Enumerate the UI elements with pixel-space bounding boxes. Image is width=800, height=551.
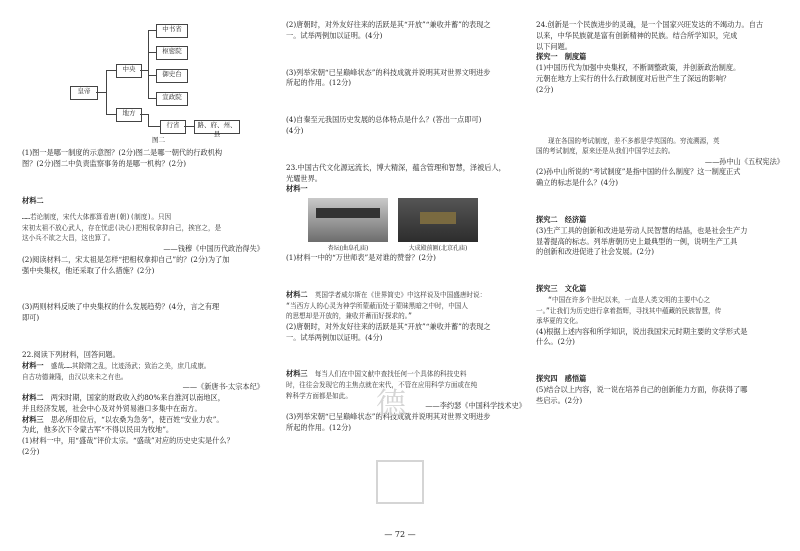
diagram-connector [106, 114, 116, 115]
question-text: (2分) [536, 84, 554, 94]
diagram-subunits: 路、府、州、县 [194, 120, 240, 134]
question-title: 以下问题。 [536, 41, 572, 51]
admin-structure-diagram [22, 20, 262, 148]
material-text: 并且经济发展，社会中心及对外贸易港口多集中在南方。 [22, 403, 202, 413]
question-text: (1)图一是哪一制度的示意图？(2分)图二是哪一朝代的行政机构 [22, 148, 223, 157]
material-label: 材料二 [22, 195, 44, 205]
material-text: 每当人们在中国文献中查找任何一个具体的科技史料 [314, 370, 467, 379]
material-text: 承华夏的文化。 [536, 317, 583, 326]
citation: ——李约瑟《中国科学技术史》 [425, 401, 526, 411]
diagram-emperor: 皇帝 [70, 86, 98, 100]
diagram-connector [148, 52, 156, 53]
question-text: 图？(2分)图二中负责监察事务的是哪一机构？(2分) [22, 158, 187, 168]
diagram-caption: 图二 [152, 136, 165, 144]
citation: ——孙中山《五权宪法》 [704, 156, 784, 166]
question-text: 即可) [22, 313, 40, 323]
diagram-connector [106, 70, 116, 71]
diagram-local: 地方 [116, 108, 142, 122]
question-text: 确立的标志是什么？(4分) [536, 178, 619, 188]
diagram-ministry: 中书省 [156, 24, 188, 38]
material-text: 宋初太祖不放心武人，存在忧虑(决心)把相权拿抑自己，挨宫之，是 [22, 223, 222, 232]
question-title: 24.创新是一个民族进步的灵魂，是一个国家兴旺发达的不竭动力。自古 [536, 20, 764, 29]
question-text: 一。试举两例加以证明。(4分) [286, 30, 383, 40]
column-middle [286, 20, 526, 434]
question-text: 元朝在地方上实行的什么行政制度对后世产生了深远的影响？ [536, 73, 731, 83]
diagram-connector [148, 126, 160, 127]
question-text: (3)列举宋朝“已呈巅峰状态”的科技成就并说明其对世界文明进步 [286, 67, 491, 77]
question-text: 强中央集权，他还采取了什么措施？(2分) [22, 265, 155, 275]
question-text: 所起的作用。(12分) [286, 78, 352, 88]
question-text: (4)自秦至元我国历史发展的总体特点是什么？(答出一点即可) [286, 115, 482, 125]
diagram-connector [148, 30, 156, 31]
question-text: 所起的作用。(12分) [286, 422, 352, 432]
section-heading: 探究三 文化篇 [536, 284, 587, 294]
page-number: — 72 — [384, 530, 416, 539]
plaque-photo [398, 198, 478, 242]
material-text: 自古功德兼隆，由汉以来未之有也。 [22, 372, 128, 381]
question-text: (1)材料一中，用“盛哉”评价太宗。“盛哉”对应的历史史实是什么？ [22, 436, 234, 446]
material-text: 思必所即位后，“以农桑为急务”，使百姓“安业力农”。 [50, 414, 224, 424]
diagram-connector [140, 114, 148, 115]
diagram-central: 中央 [116, 64, 142, 78]
diagram-ministry: 宣政院 [156, 92, 188, 106]
section-heading: 探究一 制度篇 [536, 52, 587, 62]
material-text: 一。”让我们为历史进行拿着指辉，寻找其中蕴藏的民族智慧，传 [536, 306, 722, 315]
material-text: 的思想却是开放的，兼收并蓄而好探求的。” [286, 312, 412, 321]
material-text: “中国在许多个世纪以来，一直是人类文明的主要中心之 [548, 296, 711, 305]
material-text: 粹科学方面都是如此。 [286, 391, 352, 400]
question-text: 的创新和改进促进了社会发展。(2分) [536, 247, 654, 257]
material-text: “当西方人的心灵为神学所蒙蔽而处于蒙昧黑暗之中时，中国人 [286, 301, 468, 310]
photo-caption: 杏坛(曲阜孔庙) [327, 245, 369, 253]
question-text: (4分) [286, 125, 304, 135]
material-text: 国的考试制度，原来还是从我们中国学过去的。 [536, 147, 675, 156]
question-text: (3)列举宋朝“已呈巅峰状态”的科技成就并说明其对世界文明进步 [286, 412, 491, 422]
material-label: 材料三 [22, 414, 44, 424]
citation: ——钱穆《中国历代政治得失》 [163, 244, 264, 254]
diagram-connector [148, 75, 156, 76]
diagram-connector [140, 70, 148, 71]
diagram-connector [106, 70, 107, 114]
question-title: 22.阅读下列材料，回答问题。 [22, 350, 120, 360]
question-title: 23.中国古代文化源远流长，博大精深，蕴含管理和智慧，泽被后人， [286, 162, 506, 172]
column-left [22, 20, 264, 458]
material-text: 为此，他多次下令蒙古军“不得以民田为牧地”。 [22, 425, 174, 435]
watermark-stamp [376, 460, 424, 504]
material-text: 现在各国的考试制度，差不多都是学英国的。穷流溯源，英 [548, 136, 720, 145]
photo-caption: 大成殿前匾(北京孔庙) [408, 245, 468, 253]
temple-photo [308, 198, 388, 242]
column-right [536, 20, 784, 407]
diagram-connector [148, 30, 149, 98]
material-text: 时，往往会发现它的主焦点就在宋代，不管在应用科学方面或在纯 [286, 381, 478, 390]
diagram-connector [148, 114, 149, 126]
material-label: 材料二 [22, 392, 44, 402]
diagram-ministry: 枢密院 [156, 46, 188, 60]
material-text: 英国学者威尔斯在《世界简史》中这样说及中国盛唐时说： [314, 290, 487, 299]
section-heading: 探究四 感悟篇 [536, 374, 587, 384]
question-text: (2)唐朝时，对外友好往来的活跃是其“开放”“兼收并蓄”的表现之 [286, 20, 491, 29]
diagram-connector [148, 98, 156, 99]
citation: ——《新唐书·太宗本纪》 [182, 382, 264, 392]
diagram-ministry: 御史台 [156, 69, 188, 83]
question-text: 些启示。(2分) [536, 395, 583, 405]
question-text: (1)材料一中的“万世师表”是对谁的赞誉？(2分) [286, 253, 436, 263]
material-text: 这小兵不欲之大昌，这也算了。 [22, 234, 115, 243]
material-text: 两宋时期，国家的财政收入约80%来自淮河以南地区， [50, 392, 225, 402]
question-text: (3)两则材料反映了中央集权的什么发展趋势？(4分，言之有理 [22, 302, 220, 312]
question-title: 以来，中华民族就是富有创新精神的民族。结合所学知识，完成 [536, 30, 738, 40]
question-text: (2分) [22, 446, 40, 456]
watermark-seal: 德 [376, 387, 406, 422]
diagram-connector [96, 92, 106, 93]
question-text: (2)唐朝时，对外友好往来的活跃是其“开放”“兼收并蓄”的表现之 [286, 321, 491, 331]
question-title: 光耀世界。 [286, 173, 322, 183]
question-text: 什么。(2分) [536, 337, 575, 347]
question-text: 一。试举两例加以证明。(4分) [286, 332, 383, 342]
diagram-province: 行省 [160, 120, 186, 134]
material-label: 材料二 [286, 289, 308, 299]
question-text: (2)孙中山所说的“考试制度”是指中国的什么制度？这一制度正式 [536, 167, 741, 177]
question-text: 显著提高的标志。列举唐朝历史上最典型的一例，说明生产工具 [536, 236, 738, 246]
material-text: 盛哉……其除隋之乱，比迹汤武；致治之美，庶几成康。 [50, 361, 211, 370]
question-text: (3)生产工具的创新和改进是劳动人民智慧的结晶，也是社会生产力 [536, 225, 748, 235]
material-label: 材料一 [286, 184, 308, 194]
material-text: ……若论制度，宋代大体都算看唐(朝)(制度)。只因 [22, 213, 172, 222]
photo-row [308, 198, 526, 242]
question-text: (5)结合以上内容，说一说在培养自己的创新能力方面，你获得了哪 [536, 385, 748, 395]
material-label: 材料三 [286, 369, 308, 379]
material-label: 材料一 [22, 360, 44, 370]
diagram-connector [184, 126, 194, 127]
section-heading: 探究二 经济篇 [536, 215, 587, 225]
question-text: (1)中国历代为加强中央集权，不断调整政策，并创新政治制度。 [536, 63, 741, 73]
question-text: (4)根据上述内容和所学知识，说出我国宋元时期主要的文学形式是 [536, 326, 748, 336]
question-text: (2)阅读材料二，宋太祖是怎样“把相权拿抑自己”的？(2分)为了加 [22, 254, 230, 264]
